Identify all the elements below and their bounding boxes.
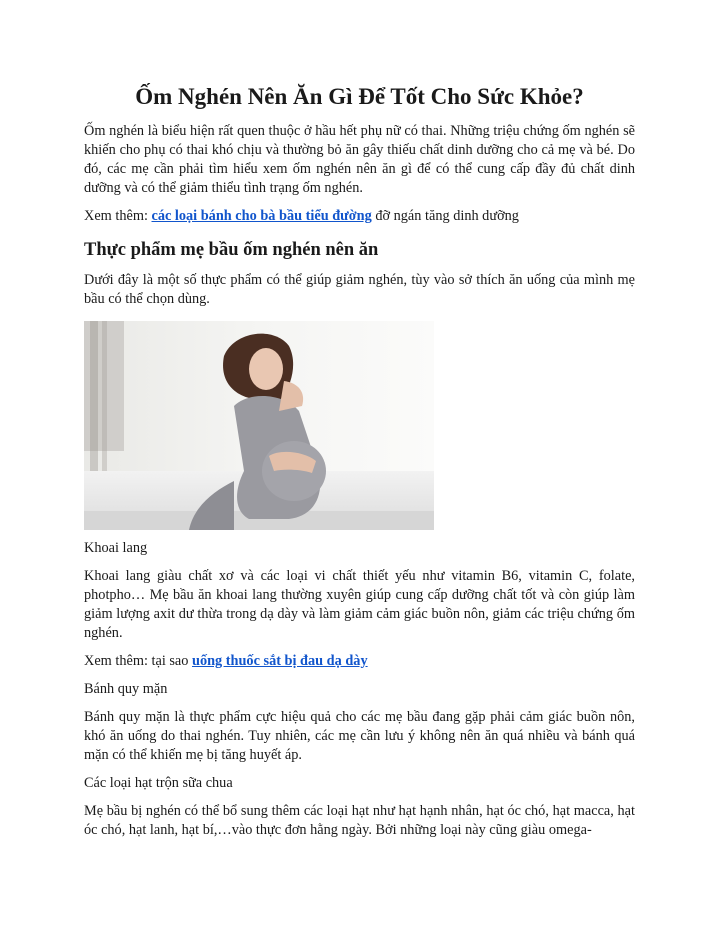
see-also-1-link[interactable]: các loại bánh cho bà bầu tiểu đường — [151, 208, 372, 224]
section-intro: Dưới đây là một số thực phẩm có thể giúp giảm nghén, tùy vào sở thích ăn uống của mình mẹ bầu có thể chọn dùng. — [84, 272, 635, 307]
document-page — [84, 0, 635, 840]
food-2-desc: Bánh quy mặn là thực phẩm cực hiệu quả cho các mẹ bầu đang gặp phải cảm giác buồn nôn, khó ăn uống do thai nghén. Tuy nhiên, các mẹ cần lưu ý không nên ăn quá nhiều và bánh quá mặn có thể khiến mẹ bị tăng huyết áp. — [84, 709, 635, 763]
food-2-name: Bánh quy mặn — [84, 681, 168, 697]
see-also-1-prefix: Xem thêm: — [84, 208, 152, 224]
food-1-name: Khoai lang — [84, 540, 148, 556]
food-1-desc: Khoai lang giàu chất xơ và các loại vi chất thiết yếu như vitamin B6, vitamin C, folate, photpho… Mẹ bầu ăn khoai lang thường xuyên giúp cung cấp dưỡng chất tốt và còn giúp làm giảm lượng axit dư thừa trong dạ dày và làm giảm cảm giác buồn nôn, giảm các triệu chứng ốm nghén. — [84, 568, 635, 641]
see-also-1-suffix: đỡ ngán tăng dinh dưỡng — [371, 208, 519, 224]
food-3-desc: Mẹ bầu bị nghén có thể bổ sung thêm các loại hạt như hạt hạnh nhân, hạt óc chó, hạt macca, hạt óc chó, hạt lanh, hạt bí,…vào thực đơn hằng ngày. Bởi những loại này cũng giàu omega- — [84, 803, 635, 838]
see-also-2-prefix: Xem thêm: tại sao — [84, 653, 192, 669]
food-3-name: Các loại hạt trộn sữa chua — [84, 775, 233, 791]
pregnant-woman-photo — [84, 321, 434, 530]
see-also-2-link[interactable]: uống thuốc sắt bị đau dạ dày — [192, 653, 368, 669]
section-heading: Thực phẩm mẹ bầu ốm nghén nên ăn — [84, 240, 379, 260]
intro-paragraph: Ốm nghén là biểu hiện rất quen thuộc ở hầu hết phụ nữ có thai. Những triệu chứng ốm nghén sẽ khiến cho phụ có thai khó chịu và thường bỏ ăn gây thiếu chất dinh dưỡng cho cả mẹ và bé. Do đó, các mẹ cần phải tìm hiểu xem ốm nghén nên ăn gì để có thể cung cấp đầy đủ chất dinh dưỡng và có thể giảm thiểu tình trạng ốm nghén. — [84, 123, 635, 196]
page-title: Ốm Nghén Nên Ăn Gì Để Tốt Cho Sức Khỏe? — [135, 84, 584, 109]
see-also-1 — [84, 207, 635, 226]
see-also-2 — [84, 652, 635, 671]
